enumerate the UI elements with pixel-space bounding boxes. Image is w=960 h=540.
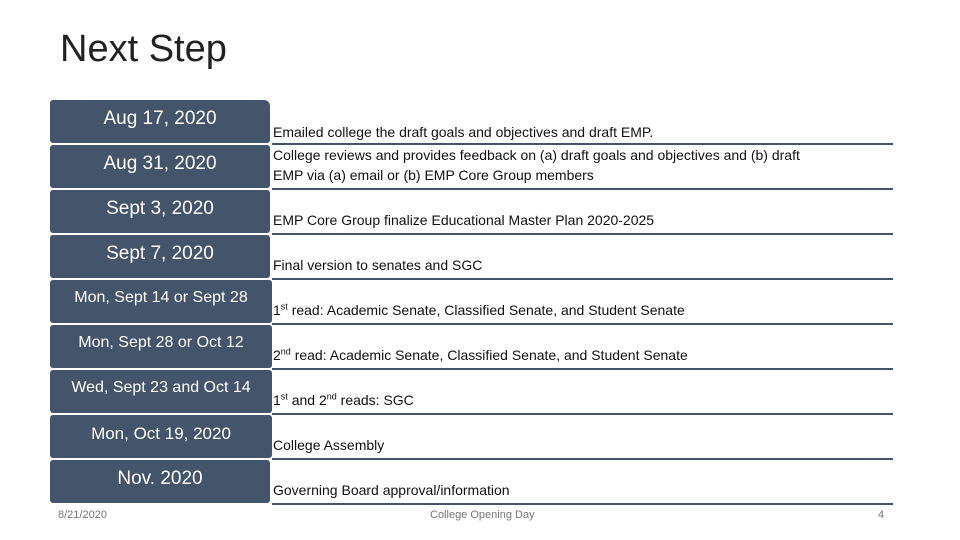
date-label: Sept 3, 2020 [50, 190, 270, 233]
step-text: College reviews and provides feedback on (a) draft goals and objectives and (b) draft [273, 147, 800, 163]
timeline-row [50, 460, 893, 505]
date-label: Mon, Sept 28 or Oct 12 [50, 325, 272, 368]
step-text: Emailed college the draft goals and objectives and draft EMP. [273, 124, 654, 140]
date-label: Aug 17, 2020 [50, 100, 270, 143]
step-description [272, 280, 893, 325]
ordinal-number: 1 [273, 302, 281, 318]
date-label: Nov. 2020 [50, 460, 270, 503]
timeline-row [50, 370, 893, 415]
timeline-row [50, 280, 893, 325]
footer-title: College Opening Day [430, 509, 535, 521]
date-label: Mon, Sept 14 or Sept 28 [50, 280, 272, 323]
timeline-row [50, 325, 893, 370]
step-description [272, 370, 893, 415]
step-text: EMP Core Group finalize Educational Master Plan 2020-2025 [273, 212, 655, 228]
ordinal-number: 1 [273, 392, 281, 408]
step-text: Final version to senates and SGC [273, 257, 483, 273]
page-number: 4 [878, 509, 885, 521]
timeline-row [50, 145, 893, 190]
page-title: Next Step [60, 28, 227, 70]
timeline-row [50, 415, 893, 460]
footer-date: 8/21/2020 [58, 509, 107, 521]
step-text: College Assembly [273, 437, 385, 453]
date-label: Wed, Sept 23 and Oct 14 [50, 370, 272, 413]
step-description [272, 235, 893, 280]
step-text: reads: SGC [336, 392, 414, 408]
ordinal-suffix: st [280, 301, 288, 312]
step-description [272, 145, 893, 190]
date-label: Aug 31, 2020 [50, 145, 270, 188]
timeline-row [50, 190, 893, 235]
step-text: read: Academic Senate, Classified Senate, and Student Senate [290, 347, 688, 363]
step-description [272, 100, 893, 145]
step-text: read: Academic Senate, Classified Senate, and Student Senate [287, 302, 685, 318]
ordinal-number: 2 [273, 347, 281, 363]
step-description [272, 190, 893, 235]
ordinal-suffix: st [280, 391, 288, 402]
step-text: EMP via (a) email or (b) EMP Core Group members [273, 167, 594, 183]
ordinal-suffix: nd [280, 346, 291, 357]
step-text: Governing Board approval/information [273, 482, 510, 498]
step-text: and 2 [287, 392, 327, 408]
step-description [272, 415, 893, 460]
date-label: Mon, Oct 19, 2020 [50, 415, 272, 458]
timeline-row [50, 100, 893, 145]
date-label: Sept 7, 2020 [50, 235, 270, 278]
timeline [50, 100, 893, 505]
ordinal-suffix: nd [326, 391, 337, 402]
step-description [272, 460, 893, 505]
timeline-row [50, 235, 893, 280]
step-description [272, 325, 893, 370]
